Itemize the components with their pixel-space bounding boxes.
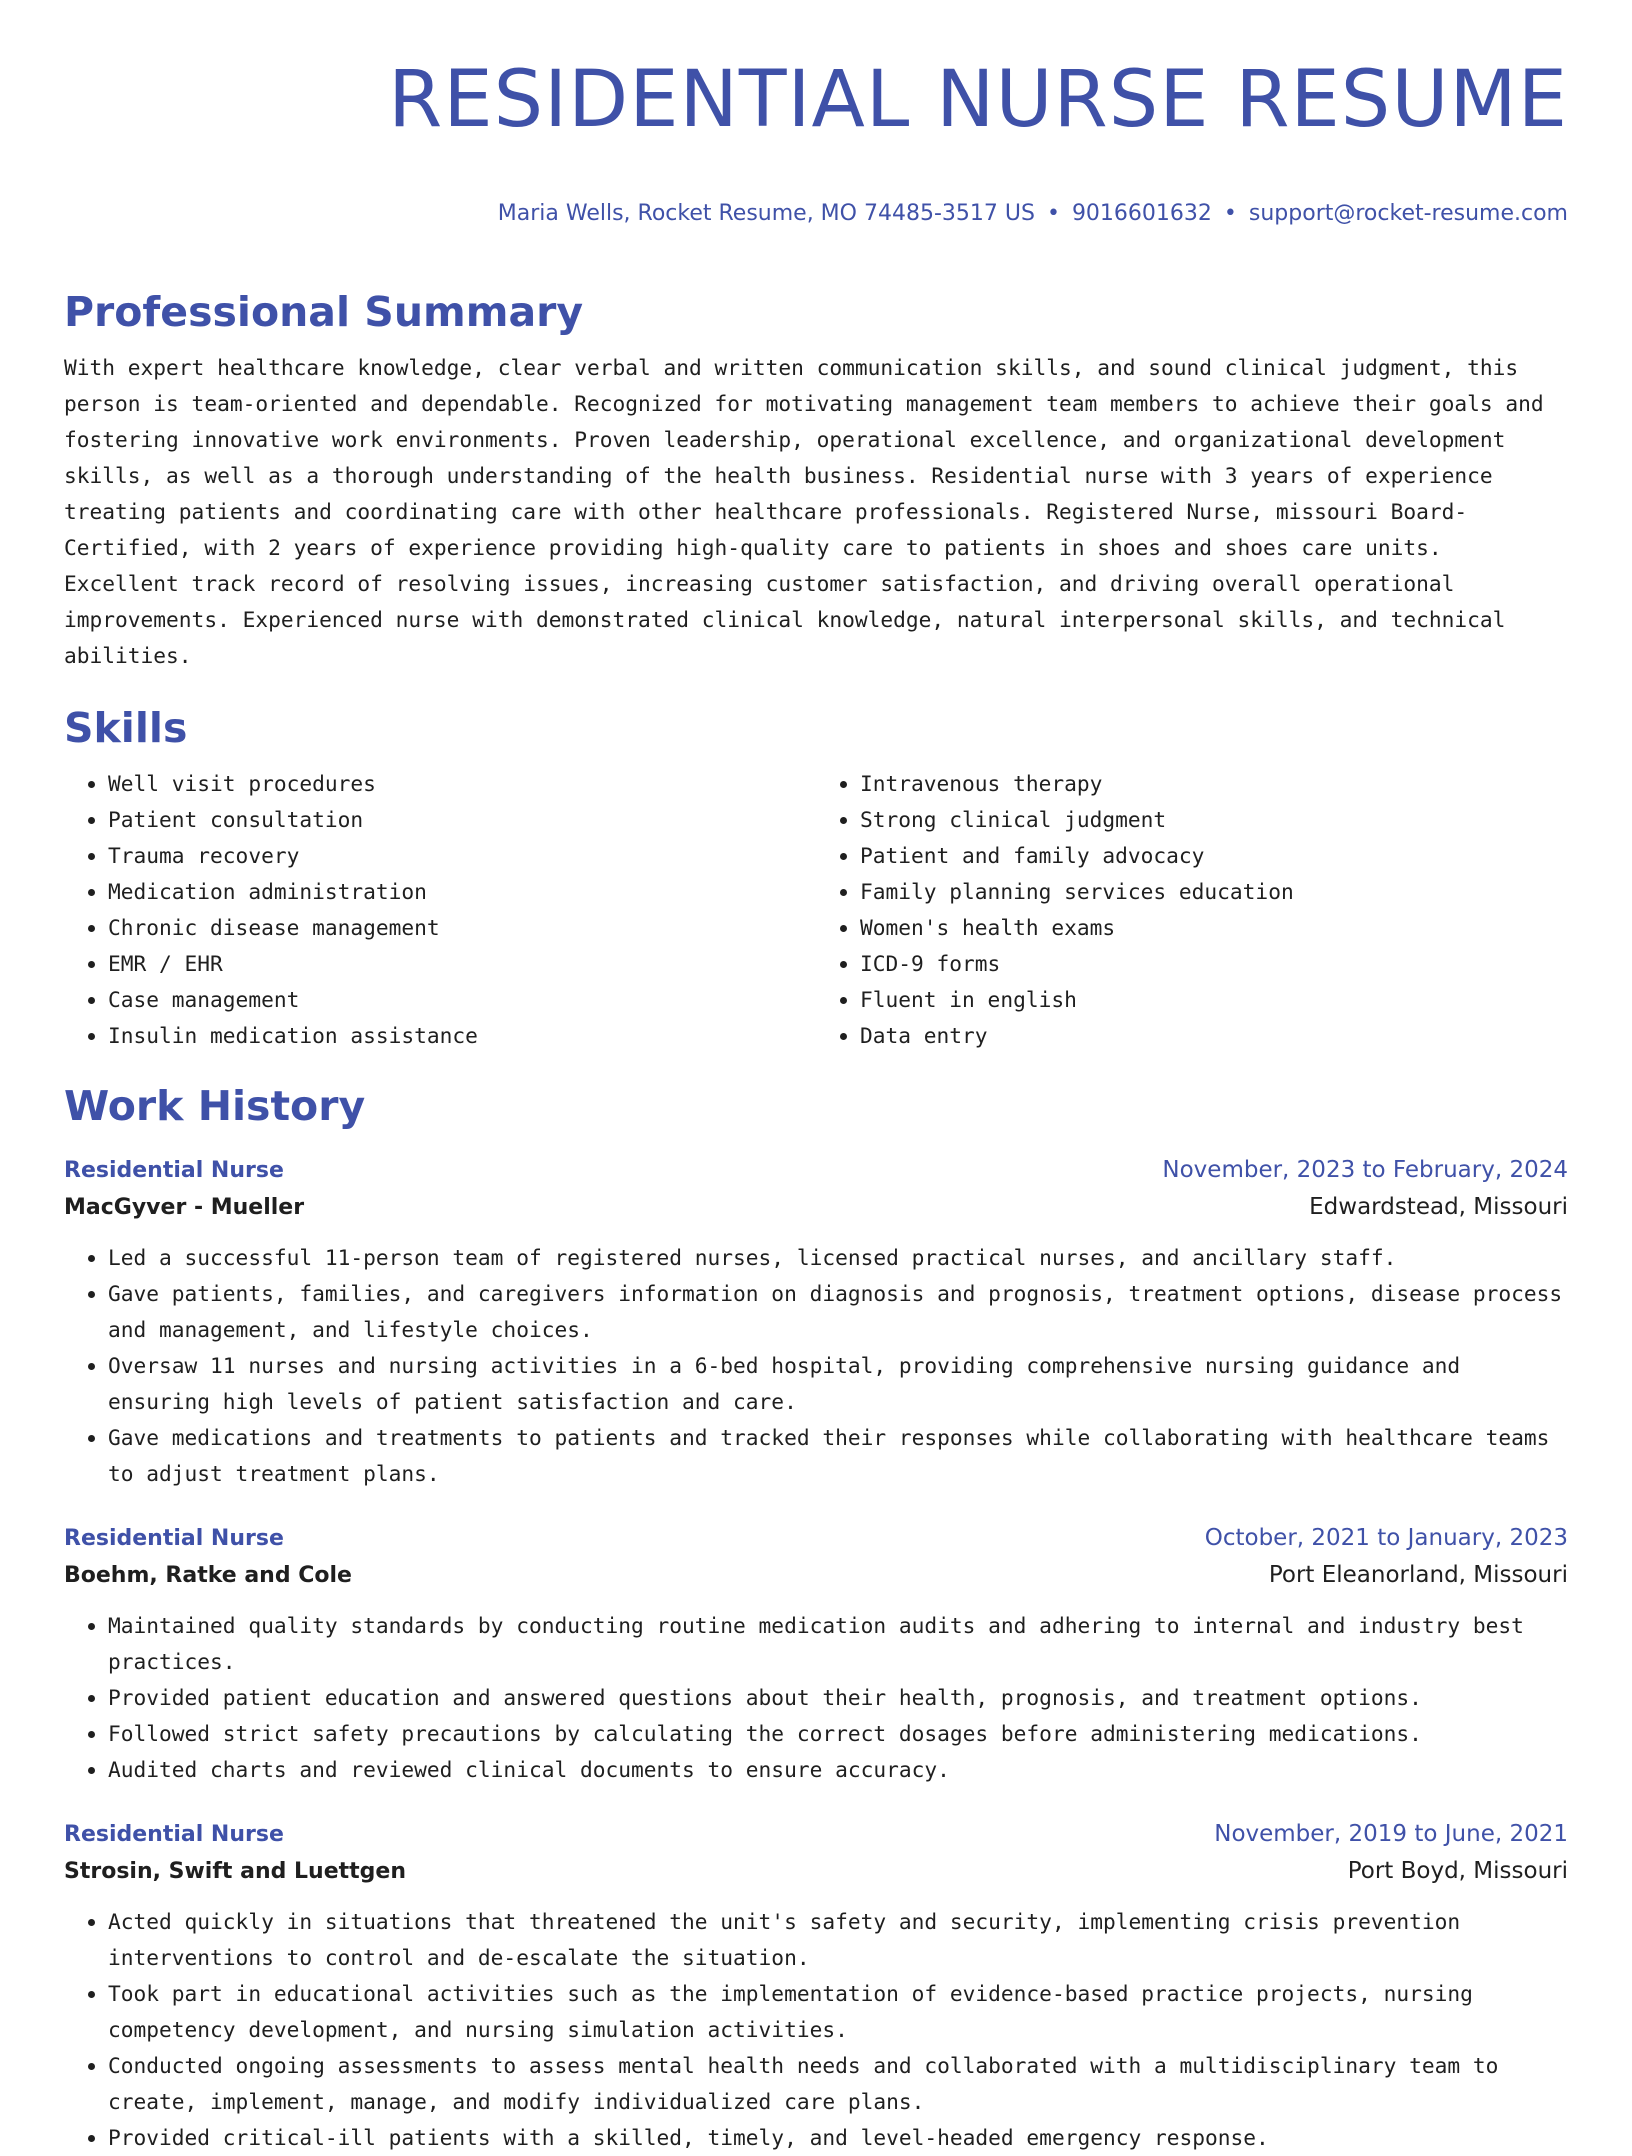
skill-item: • Patient and family advocacy: [860, 838, 1568, 874]
skill-item: • Data entry: [860, 1018, 1568, 1054]
resume-title: RESIDENTIAL NURSE RESUME: [388, 55, 1568, 145]
section-heading-summary: Professional Summary: [64, 288, 584, 336]
job-bullet: • Provided critical-ill patients with a skilled, timely, and level-headed emergency response.: [108, 2120, 1568, 2156]
skill-item: • Strong clinical judgment: [860, 802, 1568, 838]
job-bullet: • Oversaw 11 nurses and nursing activities in a 6-bed hospital, providing comprehensive nursing guidance and ensuring high levels of patient satisfaction and care.: [108, 1348, 1568, 1420]
separator-dot: •: [1046, 201, 1060, 226]
job-bullet: • Provided patient education and answered questions about their health, prognosis, and treatment options.: [108, 1680, 1568, 1716]
summary-text: With expert healthcare knowledge, clear verbal and written communication skills, and sound clinical judgment, this person is team-oriented and dependable. Recognized for motivating management team members to achieve their goals and fostering innovative work environments. Proven leadership, operational excellence, and organizational development skills, as well as a thorough understanding of the health business. Residential nurse with 3 years of experience treating patients and coordinating care with other healthcare professionals. Registered Nurse, missouri Board-Certified, with 2 years of experience providing high-quality care to patients in shoes and shoes care units. Excellent track record of resolving issues, increasing customer satisfaction, and driving overall operational improvements. Experienced nurse with demonstrated clinical knowledge, natural interpersonal skills, and technical abilities.: [64, 355, 1544, 668]
job-bullet: • Followed strict safety precautions by calculating the correct dosages before administering medications.: [108, 1716, 1568, 1752]
job-bullet: • Led a successful 11-person team of registered nurses, licensed practical nurses, and ancillary staff.: [108, 1240, 1568, 1276]
skill-item: • Trauma recovery: [108, 838, 816, 874]
job-bullet: • Conducted ongoing assessments to assess mental health needs and collaborated with a multidisciplinary team to create, implement, manage, and modify individualized care plans.: [108, 2048, 1568, 2120]
job-bullet: • Gave patients, families, and caregivers information on diagnosis and prognosis, treatment options, disease process and management, and lifestyle choices.: [108, 1276, 1568, 1348]
job-employer-row: [64, 1853, 1568, 1890]
skill-item: • Intravenous therapy: [860, 766, 1568, 802]
job-bullets: [64, 1240, 1568, 1492]
job-location: Port Eleanorland, Missouri: [1268, 1562, 1568, 1588]
job-title: Residential Nurse: [64, 1526, 284, 1551]
job-location: Edwardstead, Missouri: [1309, 1194, 1568, 1220]
skill-item: • Fluent in english: [860, 982, 1568, 1018]
skill-item: • Well visit procedures: [108, 766, 816, 802]
job-location: Port Boyd, Missouri: [1347, 1858, 1568, 1884]
skill-item: • Medication administration: [108, 874, 816, 910]
job-bullets: [64, 1904, 1568, 2156]
job-dates: November, 2023 to February, 2024: [1162, 1157, 1568, 1183]
job-bullet: • Gave medications and treatments to patients and tracked their responses while collaborating with healthcare teams to adjust treatment plans.: [108, 1420, 1568, 1492]
skill-item: • Chronic disease management: [108, 910, 816, 946]
job-header-row: [64, 1816, 1568, 1853]
job-entry: [64, 1520, 1568, 1788]
job-title: Residential Nurse: [64, 1158, 284, 1183]
skill-item: • Family planning services education: [860, 874, 1568, 910]
job-header-row: [64, 1520, 1568, 1557]
job-header-row: [64, 1152, 1568, 1189]
job-bullet: • Audited charts and reviewed clinical documents to ensure accuracy.: [108, 1752, 1568, 1788]
contact-address: Maria Wells, Rocket Resume, MO 74485-3517 US: [497, 201, 1035, 226]
skill-item: • ICD-9 forms: [860, 946, 1568, 982]
job-dates: November, 2019 to June, 2021: [1214, 1821, 1568, 1847]
job-bullet: • Acted quickly in situations that threatened the unit's safety and security, implementing crisis prevention interventions to control and de-escalate the situation.: [108, 1904, 1568, 1976]
section-heading-work-history: Work History: [64, 1082, 366, 1130]
contact-phone: 9016601632: [1071, 201, 1212, 226]
job-bullets: [64, 1608, 1568, 1788]
job-employer-row: [64, 1557, 1568, 1594]
skill-item: • Patient consultation: [108, 802, 816, 838]
job-entry: [64, 1816, 1568, 2156]
job-bullet: • Took part in educational activities such as the implementation of evidence-based practice projects, nursing competency development, and nursing simulation activities.: [108, 1976, 1568, 2048]
job-dates: October, 2021 to January, 2023: [1204, 1525, 1568, 1551]
job-company: Boehm, Ratke and Cole: [64, 1563, 352, 1588]
skills-column-right: [816, 766, 1568, 1054]
skill-item: • Case management: [108, 982, 816, 1018]
job-employer-row: [64, 1189, 1568, 1226]
skill-item: • EMR / EHR: [108, 946, 816, 982]
skill-item: • Women's health exams: [860, 910, 1568, 946]
job-company: MacGyver - Mueller: [64, 1195, 305, 1220]
skills-column-left: [64, 766, 816, 1054]
work-history-list: [64, 1152, 1568, 2156]
job-entry: [64, 1152, 1568, 1492]
job-bullet: • Maintained quality standards by conducting routine medication audits and adhering to internal and industry best practices.: [108, 1608, 1568, 1680]
job-company: Strosin, Swift and Luettgen: [64, 1859, 406, 1884]
contact-line: [64, 200, 1568, 228]
job-title: Residential Nurse: [64, 1822, 284, 1847]
contact-email: support@rocket-resume.com: [1248, 201, 1568, 226]
skill-item: • Insulin medication assistance: [108, 1018, 816, 1054]
separator-dot: •: [1223, 201, 1237, 226]
section-heading-skills: Skills: [64, 704, 188, 752]
skills-list: [64, 766, 1568, 1054]
